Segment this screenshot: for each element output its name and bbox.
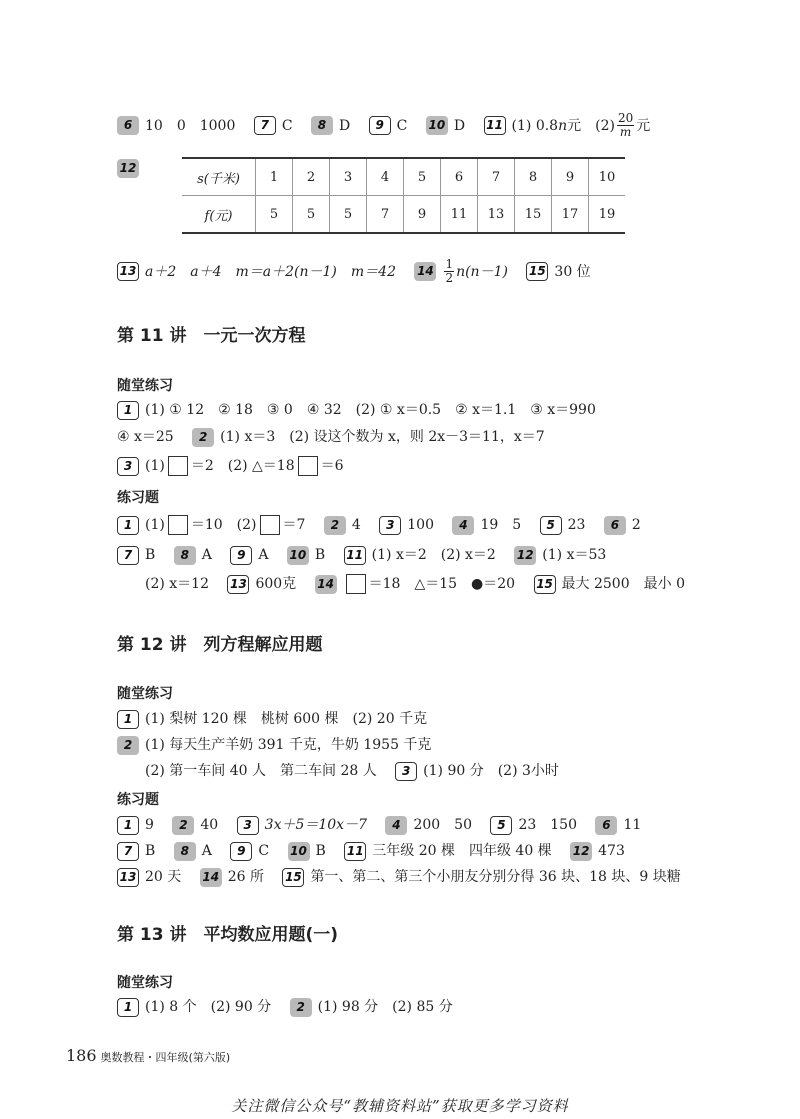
table-cell: 5 xyxy=(404,158,441,196)
q-badge: 2 xyxy=(172,816,194,835)
q-badge: 14 xyxy=(414,262,436,281)
square-blank-icon xyxy=(168,515,188,535)
answer-line-6-11 xyxy=(117,112,664,139)
answer-text: 10 0 1000 xyxy=(145,117,236,134)
q-badge: 3 xyxy=(237,816,259,835)
answer-text: a＋2 a＋4 m＝a＋2(n－1) m＝42 xyxy=(145,263,396,280)
answer-text: 第一、第二、第三个小朋友分别分得 36 块、18 块、9 块糖 xyxy=(310,869,681,885)
q-badge: 5 xyxy=(490,816,512,835)
fraction xyxy=(444,258,454,285)
answer-text: 20 天 xyxy=(145,869,182,885)
answer-text: (1) ① 12 ② 18 ③ 0 ④ 32 (2) ① x＝0.5 ② x＝1.1 ③ x＝990 xyxy=(145,402,596,418)
q-badge: 10 xyxy=(426,116,448,135)
fraction-num: 1 xyxy=(445,257,454,271)
answer-text: 最大 2500 最小 0 xyxy=(561,576,685,592)
answer-text: 23 150 xyxy=(518,817,577,833)
answer-text: A xyxy=(201,843,212,859)
table-cell: 5 xyxy=(330,196,367,234)
q-badge: 15 xyxy=(282,868,304,887)
q-badge: 7 xyxy=(117,842,139,861)
table-cell: 17 xyxy=(552,196,589,234)
table-cell: 15 xyxy=(515,196,552,234)
answer-text: D xyxy=(453,117,466,134)
square-blank-icon xyxy=(260,515,280,535)
s11-practice-line-1 xyxy=(117,400,596,420)
table-cell: 7 xyxy=(478,158,515,196)
answer-text: C xyxy=(396,117,408,134)
answer-text: 2 xyxy=(631,517,641,533)
answer-text: 23 xyxy=(567,517,586,533)
s12-exercise-line-3 xyxy=(117,867,695,887)
section-13-title: 第 13 讲 平均数应用题(一) xyxy=(117,925,339,945)
exercise-heading: 练习题 xyxy=(117,792,159,808)
q-badge: 12 xyxy=(570,842,592,861)
table-cell: 7 xyxy=(367,196,404,234)
table-cell: 1 xyxy=(256,158,293,196)
q-badge: 6 xyxy=(117,116,139,135)
section-12-title: 第 12 讲 列方程解应用题 xyxy=(117,635,323,655)
square-blank-icon xyxy=(168,456,188,476)
practice-heading: 随堂练习 xyxy=(117,975,173,991)
answer-text: 19 5 xyxy=(480,517,522,533)
answer-text: (1) 90 分 (2) 3小时 xyxy=(423,763,559,779)
s12-practice-line-3 xyxy=(145,761,573,781)
answer-text: (1) xyxy=(145,517,165,533)
table-row xyxy=(182,158,625,196)
table-cell: 3 xyxy=(330,158,367,196)
answer-unit: 元 xyxy=(567,117,582,134)
square-blank-icon xyxy=(298,456,318,476)
table-cell: 8 xyxy=(515,158,552,196)
q-badge: 4 xyxy=(452,516,474,535)
q-badge: 7 xyxy=(117,546,139,565)
s13-practice-line-1 xyxy=(117,997,467,1017)
q-badge: 11 xyxy=(344,546,366,565)
exercise-heading: 练习题 xyxy=(117,490,159,506)
fraction-den: 2 xyxy=(445,271,454,285)
s12-exercise-line-1 xyxy=(117,815,655,835)
filled-circle-icon: ● xyxy=(471,576,484,592)
answer-text: 三年级 20 棵 四年级 40 棵 xyxy=(372,843,552,859)
table-cell: s(千米) xyxy=(182,158,256,196)
table-cell: 13 xyxy=(478,196,515,234)
answer-text: (2) 第一车间 40 人 第二车间 28 人 xyxy=(145,763,377,779)
table-cell: 2 xyxy=(293,158,330,196)
answer-text: ④ x＝25 xyxy=(117,429,174,445)
page-footer xyxy=(66,1046,230,1065)
practice-heading: 随堂练习 xyxy=(117,378,173,394)
answer-text: (2) xyxy=(595,117,615,134)
answer-text: B xyxy=(145,843,156,859)
q-badge: 13 xyxy=(117,262,139,281)
table-cell: 9 xyxy=(404,196,441,234)
q-badge: 1 xyxy=(117,710,139,729)
table-cell: 19 xyxy=(589,196,626,234)
table-cell: 6 xyxy=(441,158,478,196)
s11-exercise-line-2 xyxy=(117,545,620,565)
answer-text: n(n－1) xyxy=(456,263,508,280)
q-badge: 15 xyxy=(526,262,548,281)
q-badge: 2 xyxy=(117,736,139,755)
answer-text: ＝6 xyxy=(320,458,344,474)
answer-text: ＝2 (2) △＝18 xyxy=(190,458,295,474)
answer-text: (1) x＝53 xyxy=(542,547,607,563)
q-badge: 8 xyxy=(311,116,333,135)
fraction-den: m xyxy=(619,125,632,139)
q-badge: 11 xyxy=(484,116,506,135)
q12-badge-wrap xyxy=(117,158,145,178)
practice-heading: 随堂练习 xyxy=(117,686,173,702)
q-badge: 3 xyxy=(117,457,139,476)
answer-text: (2) x＝12 xyxy=(145,576,209,592)
table-row xyxy=(182,196,625,234)
price-table xyxy=(182,157,625,234)
q-badge: 14 xyxy=(315,575,337,594)
answer-text: (1) 梨树 120 棵 桃树 600 棵 (2) 20 千克 xyxy=(145,711,428,727)
q-badge: 2 xyxy=(192,428,214,447)
answer-text: C xyxy=(258,843,270,859)
table-cell: 5 xyxy=(256,196,293,234)
s12-practice-line-1 xyxy=(117,709,427,729)
q-badge: 1 xyxy=(117,816,139,835)
s11-practice-line-3 xyxy=(117,456,344,476)
q-badge: 2 xyxy=(324,516,346,535)
table-cell: 5 xyxy=(293,196,330,234)
q-badge: 15 xyxy=(534,575,556,594)
answer-text: B xyxy=(314,547,326,563)
q-badge: 9 xyxy=(369,116,391,135)
answer-text: ＝18 △＝15 xyxy=(368,576,458,592)
answer-text: A xyxy=(258,547,269,563)
fraction xyxy=(617,112,634,139)
answer-text: 3x＋5＝10x－7 xyxy=(264,817,367,833)
table-cell: 9 xyxy=(552,158,589,196)
answer-text: 600克 xyxy=(255,576,297,592)
answer-text: (1) x＝2 (2) x＝2 xyxy=(371,547,496,563)
q-badge: 8 xyxy=(174,546,196,565)
fraction-num: 20 xyxy=(617,111,634,125)
q-badge: 13 xyxy=(117,868,139,887)
answer-text: 26 所 xyxy=(227,869,264,885)
q-badge: 3 xyxy=(395,762,417,781)
q-badge: 6 xyxy=(595,816,617,835)
answer-text: A xyxy=(201,547,212,563)
q-badge: 1 xyxy=(117,998,139,1017)
answer-text: 40 xyxy=(200,817,219,833)
q-badge: 4 xyxy=(385,816,407,835)
q-badge: 9 xyxy=(230,842,252,861)
table-cell: 4 xyxy=(367,158,404,196)
s11-practice-line-2 xyxy=(117,427,559,447)
q-badge: 12 xyxy=(117,159,139,178)
answer-text: 4 xyxy=(351,517,361,533)
q-badge: 9 xyxy=(230,546,252,565)
square-blank-icon xyxy=(346,574,366,594)
answer-text: 200 50 xyxy=(413,817,472,833)
q-badge: 5 xyxy=(540,516,562,535)
q-badge: 12 xyxy=(514,546,536,565)
table-cell: 11 xyxy=(441,196,478,234)
s12-practice-line-2 xyxy=(117,735,431,755)
answer-text: 100 xyxy=(407,517,434,533)
page-number: 186 xyxy=(66,1046,97,1065)
s11-exercise-line-1 xyxy=(117,515,655,535)
q-badge: 3 xyxy=(379,516,401,535)
table-cell: f(元) xyxy=(182,196,256,234)
s11-exercise-line-3 xyxy=(145,574,699,594)
answer-text: ＝10 (2) xyxy=(190,517,257,533)
answer-text: 11 xyxy=(623,817,642,833)
q-badge: 1 xyxy=(117,401,139,420)
answer-text: 30 位 xyxy=(554,263,591,280)
answer-text: (1) 0.8 xyxy=(511,117,559,134)
q-badge: 1 xyxy=(117,516,139,535)
watermark-text: 关注微信公众号“教辅资料站”获取更多学习资料 xyxy=(231,1097,569,1115)
answer-text: ＝20 xyxy=(483,576,516,592)
q-badge: 7 xyxy=(254,116,276,135)
q-badge: 14 xyxy=(200,868,222,887)
answer-var: n xyxy=(558,117,568,134)
answer-text: (1) xyxy=(145,458,165,474)
answer-text: (1) 98 分 (2) 85 分 xyxy=(317,999,453,1015)
q-badge: 11 xyxy=(344,842,366,861)
book-title: 奥数教程・四年级(第六版) xyxy=(100,1051,231,1064)
q-badge: 2 xyxy=(290,998,312,1017)
answer-text: B xyxy=(315,843,326,859)
answer-text: 9 xyxy=(145,817,154,833)
answer-text: B xyxy=(145,547,156,563)
answer-text: ＝7 xyxy=(282,517,306,533)
answer-text: D xyxy=(338,117,351,134)
answer-line-13-15 xyxy=(117,258,605,285)
q-badge: 10 xyxy=(288,842,310,861)
answer-text: (1) 8 个 (2) 90 分 xyxy=(145,999,272,1015)
q-badge: 10 xyxy=(287,546,309,565)
section-11-title: 第 11 讲 一元一次方程 xyxy=(117,326,306,346)
answer-unit: 元 xyxy=(636,117,651,134)
answer-text: 473 xyxy=(598,843,625,859)
answer-text: C xyxy=(281,117,293,134)
answer-text: (1) x＝3 (2) 设这个数为 x，则 2x－3＝11，x＝7 xyxy=(220,429,545,445)
s12-exercise-line-2 xyxy=(117,841,639,861)
answer-text: (1) 每天生产羊奶 391 千克，牛奶 1955 千克 xyxy=(145,737,432,753)
q-badge: 8 xyxy=(174,842,196,861)
q-badge: 6 xyxy=(604,516,626,535)
table-cell: 10 xyxy=(589,158,626,196)
q-badge: 13 xyxy=(227,575,249,594)
